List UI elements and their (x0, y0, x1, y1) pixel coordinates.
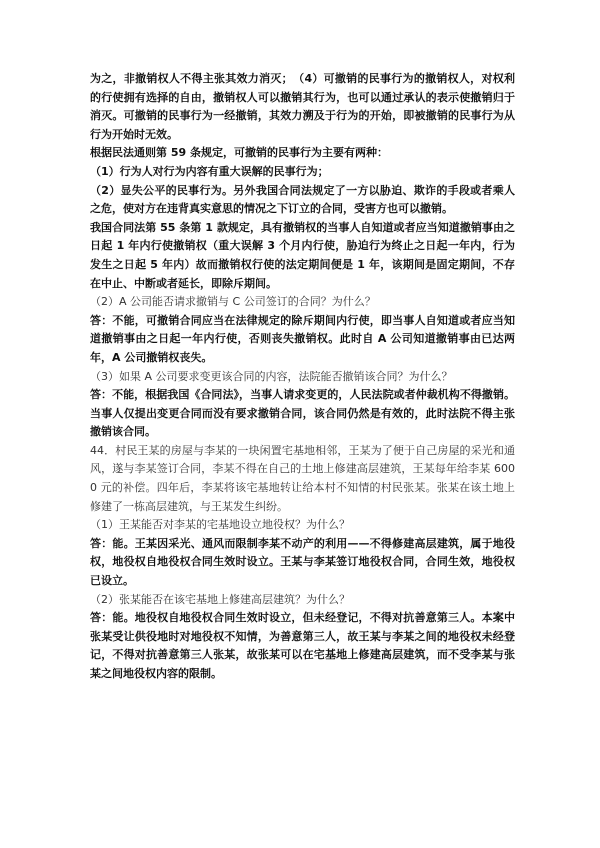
answer-2: 答：不能，可撤销合同应当在法律规定的除斥期间内行使，即当事人自知道或者应当知道撤销事由之日起一年内行使，否则丧失撤销权。此时自 A 公司知道撤销事由已达两年，A 公司撤销权丧失。 (90, 313, 515, 364)
question-44-2: （2）张某能否在该宅基地上修建高层建筑？为什么？ (90, 592, 350, 606)
paragraph-major-misunderstanding: （1）行为人对行为内容有重大误解的民事行为； (90, 164, 329, 178)
paragraph-revocation-right: 为之，非撤销权人不得主张其效力消灭； （4）可撤销的民事行为的撤销权人，对权利的行使拥有选择的自由，撤销权人可以撤销其行为，也可以通过承认的表示使撤销归于消灭。可撤销的民事行为一经撤销，其效力溯及于行为的开始，即被撤销的民事行为从行为开始时无效。 (90, 72, 515, 141)
document-body (90, 70, 515, 684)
paragraph-obvious-unfairness: （2）显失公平的民事行为。另外我国合同法规定了一方以胁迫、欺诈的手段或者乘人之危，使对方在违背真实意思的情况之下订立的合同，受害方也可以撤销。 (90, 183, 515, 216)
answer-44-1: 答：能。王某因采光、通风而限制李某不动产的利用——不得修建高层建筑，属于地役权，地役权自地役权合同生效时设立。王某与李某签订地役权合同，合同生效，地役权已设立。 (90, 536, 515, 588)
question-44-1: （1）王某能否对李某的宅基地设立地役权？为什么？ (90, 518, 350, 532)
paragraph-article-59: 根据民法通则第 59 条规定，可撤销的民事行为主要有两种： (90, 146, 388, 160)
question-2: （2）A 公司能否请求撤销与 C 公司签订的合同？为什么？ (90, 295, 376, 309)
case-44: 44．村民王某的房屋与李某的一块闲置宅基地相邻，王某为了便于自己房屋的采光和通风，遂与李某签订合同，李某不得在自己的土地上修建高层建筑，王某每年给李某 6000 元的补偿。四年后，李某将该宅基地转让给本村不知情的村民张某。张某在该土地上修建了一栋高层建筑，与王某发生纠纷。 (90, 443, 515, 513)
question-3: （3）如果 A 公司要求变更该合同的内容，法院能否撤销该合同？为什么？ (90, 369, 453, 383)
answer-3: 答：不能，根据我国《合同法》，当事人请求变更的，人民法院或者仲裁机构不得撤销。当事人仅提出变更合同而没有要求撤销合同，该合同仍然是有效的，此时法院不得主张撤销该合同。 (90, 388, 515, 439)
answer-44-2: 答：能。地役权自地役权合同生效时设立，但未经登记，不得对抗善意第三人。本案中张某受让供役地时对地役权不知情，为善意第三人，故王某与李某之间的地役权未经登记，不得对抗善意第三人张某，故张某可以在宅基地上修建高层建筑，而不受李某与张某之间地役权内容的限制。 (90, 611, 515, 680)
paragraph-article-55: 我国合同法第 55 条第 1 款规定，具有撤销权的当事人自知道或者应当知道撤销事由之日起 1 年内行使撤销权（重大误解 3 个月内行使，胁迫行为终止之日起一年内，行为发生之日起 5 年内）故而撤销权行使的法定期间便是 1 年，该期间是固定期间，不存在中止、中断或者延长，即除斥期间。 (90, 220, 515, 290)
